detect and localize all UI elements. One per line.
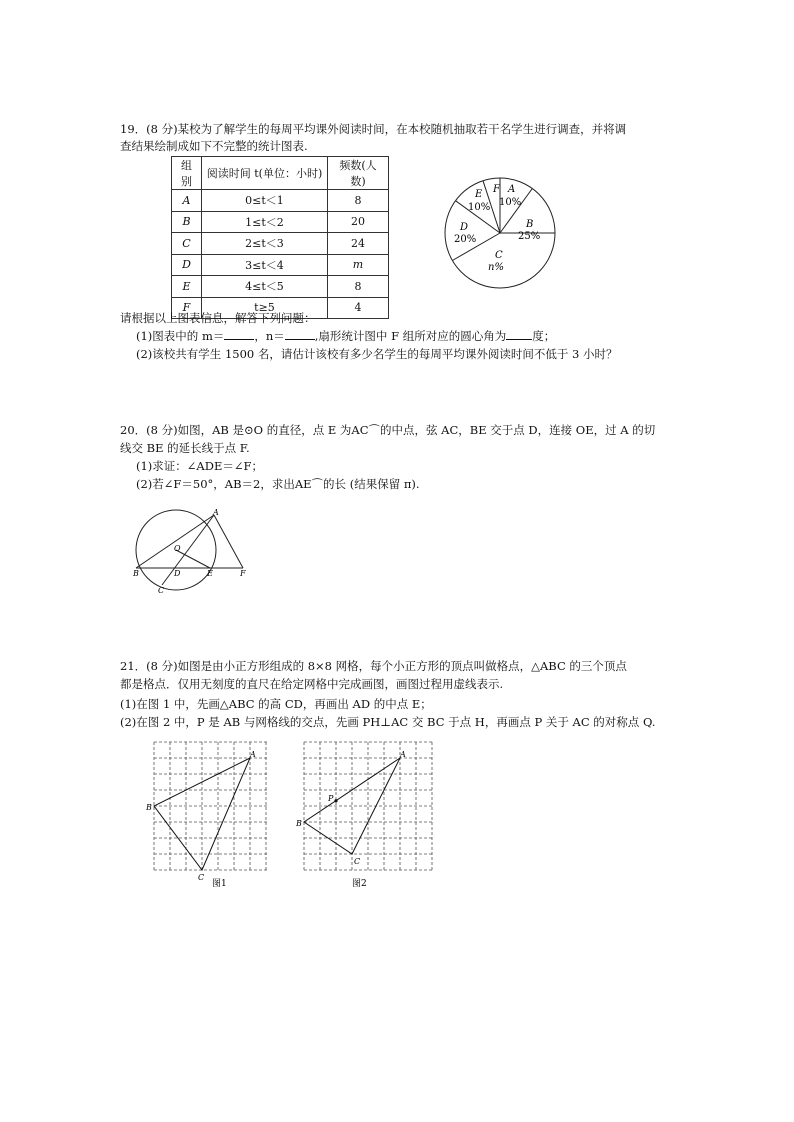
q19-part1 [136, 328, 555, 344]
table-cell: D [172, 254, 202, 276]
table-row [172, 254, 389, 276]
table-cell: 2≤t＜3 [202, 233, 328, 255]
table-cell: E [172, 276, 202, 298]
answer-blank-angle[interactable] [506, 328, 532, 340]
q19-part1-text-c: ,扇形统计图中 F 组所对应的圆心角为 [314, 329, 507, 343]
point-label-a: A [250, 750, 256, 759]
pie-label-f: F [493, 184, 500, 195]
point-label-d: D [174, 569, 181, 578]
figure-caption-1: 图1 [212, 879, 227, 889]
table-cell: m [328, 254, 389, 276]
table-cell: 20 [328, 211, 389, 233]
table-row [172, 276, 389, 298]
table-cell: 4 [328, 297, 389, 319]
point-p-marker [334, 799, 337, 802]
point-label-a: A [400, 750, 406, 759]
point-label-o: O [174, 544, 181, 553]
point-label-c: C [354, 857, 361, 866]
grid-8x8 [304, 742, 432, 870]
q19-part1-text-b: ，n＝ [254, 329, 285, 343]
pie-label-e: E [475, 189, 483, 200]
figure-caption-2: 图2 [352, 879, 367, 889]
point-label-a: A [213, 508, 219, 517]
q21-intro-line2: 都是格点．仅用无刻度的直尺在给定网格中完成画图，画图过程用虚线表示. [120, 677, 504, 691]
q19-part1-text-d: 度； [532, 329, 556, 343]
table-header-cell: 阅读时间 t(单位：小时) [202, 157, 328, 190]
table-cell: 4≤t＜5 [202, 276, 328, 298]
q21-part2: (2)在图 2 中，P 是 AB 与网格线的交点，先画 PH⊥AC 交 BC 于点 H，再画点 P 关于 AC 的对称点 Q. [120, 715, 656, 729]
table-row [172, 211, 389, 233]
table-header-cell: 组别 [172, 157, 202, 190]
table-cell: F [172, 297, 202, 319]
q19-intro-line1: 19．(8 分)某校为了解学生的每周平均课外阅读时间，在本校随机抽取若干名学生进行调查，并将调 [120, 122, 627, 136]
table-cell: C [172, 233, 202, 255]
q20-part1: (1)求证：∠ADE＝∠F； [136, 459, 263, 473]
pie-pct-b: 25% [518, 231, 541, 242]
q19-frequency-table [171, 156, 389, 319]
pie-label-a: A [508, 184, 516, 195]
q20-intro-line1: 20．(8 分)如图，AB 是⊙O 的直径，点 E 为AC⌒的中点，弦 AC，BE 交于点 D，连接 OE，过 A 的切 [120, 423, 656, 437]
table-cell: B [172, 211, 202, 233]
point-label-c: C [158, 586, 165, 595]
table-cell: t≥5 [202, 297, 328, 319]
answer-blank-n[interactable] [285, 328, 315, 340]
segment-ab [136, 515, 214, 568]
table-header-row [172, 157, 389, 190]
table-cell: 1≤t＜2 [202, 211, 328, 233]
point-label-e: E [207, 569, 213, 578]
q20-intro-line2: 线交 BE 的延长线于点 F. [120, 441, 250, 455]
q20-circle-figure [128, 505, 253, 597]
q21-figure-2 [292, 738, 442, 893]
point-label-p: P [328, 794, 334, 803]
tangent-af [214, 515, 243, 568]
table-cell: 8 [328, 190, 389, 212]
q19-intro-line2: 查结果绘制成如下不完整的统计图表. [120, 139, 308, 153]
point-label-b: B [133, 569, 139, 578]
q19-pie-chart [440, 170, 560, 290]
q19-part2: (2)该校共有学生 1500 名，请估计该校有多少名学生的每周平均课外阅读时间不低于 3 小时？ [136, 347, 618, 361]
q19-lead: 请根据以上图表信息，解答下列问题： [120, 311, 316, 325]
point-label-b: B [146, 803, 152, 812]
pie-label-b: B [526, 219, 534, 230]
answer-blank-m[interactable] [224, 328, 254, 340]
pie-label-d: D [460, 222, 469, 233]
table-cell: A [172, 190, 202, 212]
pie-pct-d: 20% [454, 234, 477, 245]
q19-part1-text-a: (1)图表中的 m＝ [136, 329, 225, 343]
pie-pct-e: 10% [468, 202, 491, 213]
table-header-cell: 频数(人数) [328, 157, 389, 190]
q21-figure-1 [142, 738, 267, 893]
table-row [172, 190, 389, 212]
point-label-b: B [296, 819, 302, 828]
q21-intro-line1: 21．(8 分)如图是由小正方形组成的 8×8 网格，每个小正方形的顶点叫做格点，△ABC 的三个顶点 [120, 659, 627, 673]
pie-label-c: C [495, 250, 503, 261]
pie-pct-a: 10% [499, 197, 522, 208]
table-cell: 24 [328, 233, 389, 255]
table-cell: 3≤t＜4 [202, 254, 328, 276]
point-label-c: C [198, 873, 205, 882]
point-label-f: F [240, 569, 246, 578]
table-cell: 8 [328, 276, 389, 298]
table-cell: 0≤t＜1 [202, 190, 328, 212]
pie-pct-c: n% [488, 262, 504, 273]
q20-part2: (2)若∠F＝50°，AB＝2，求出AE⌒的长 (结果保留 π). [136, 477, 420, 491]
table-row [172, 233, 389, 255]
q21-part1: (1)在图 1 中，先画△ABC 的高 CD，再画出 AD 的中点 E； [120, 697, 432, 711]
